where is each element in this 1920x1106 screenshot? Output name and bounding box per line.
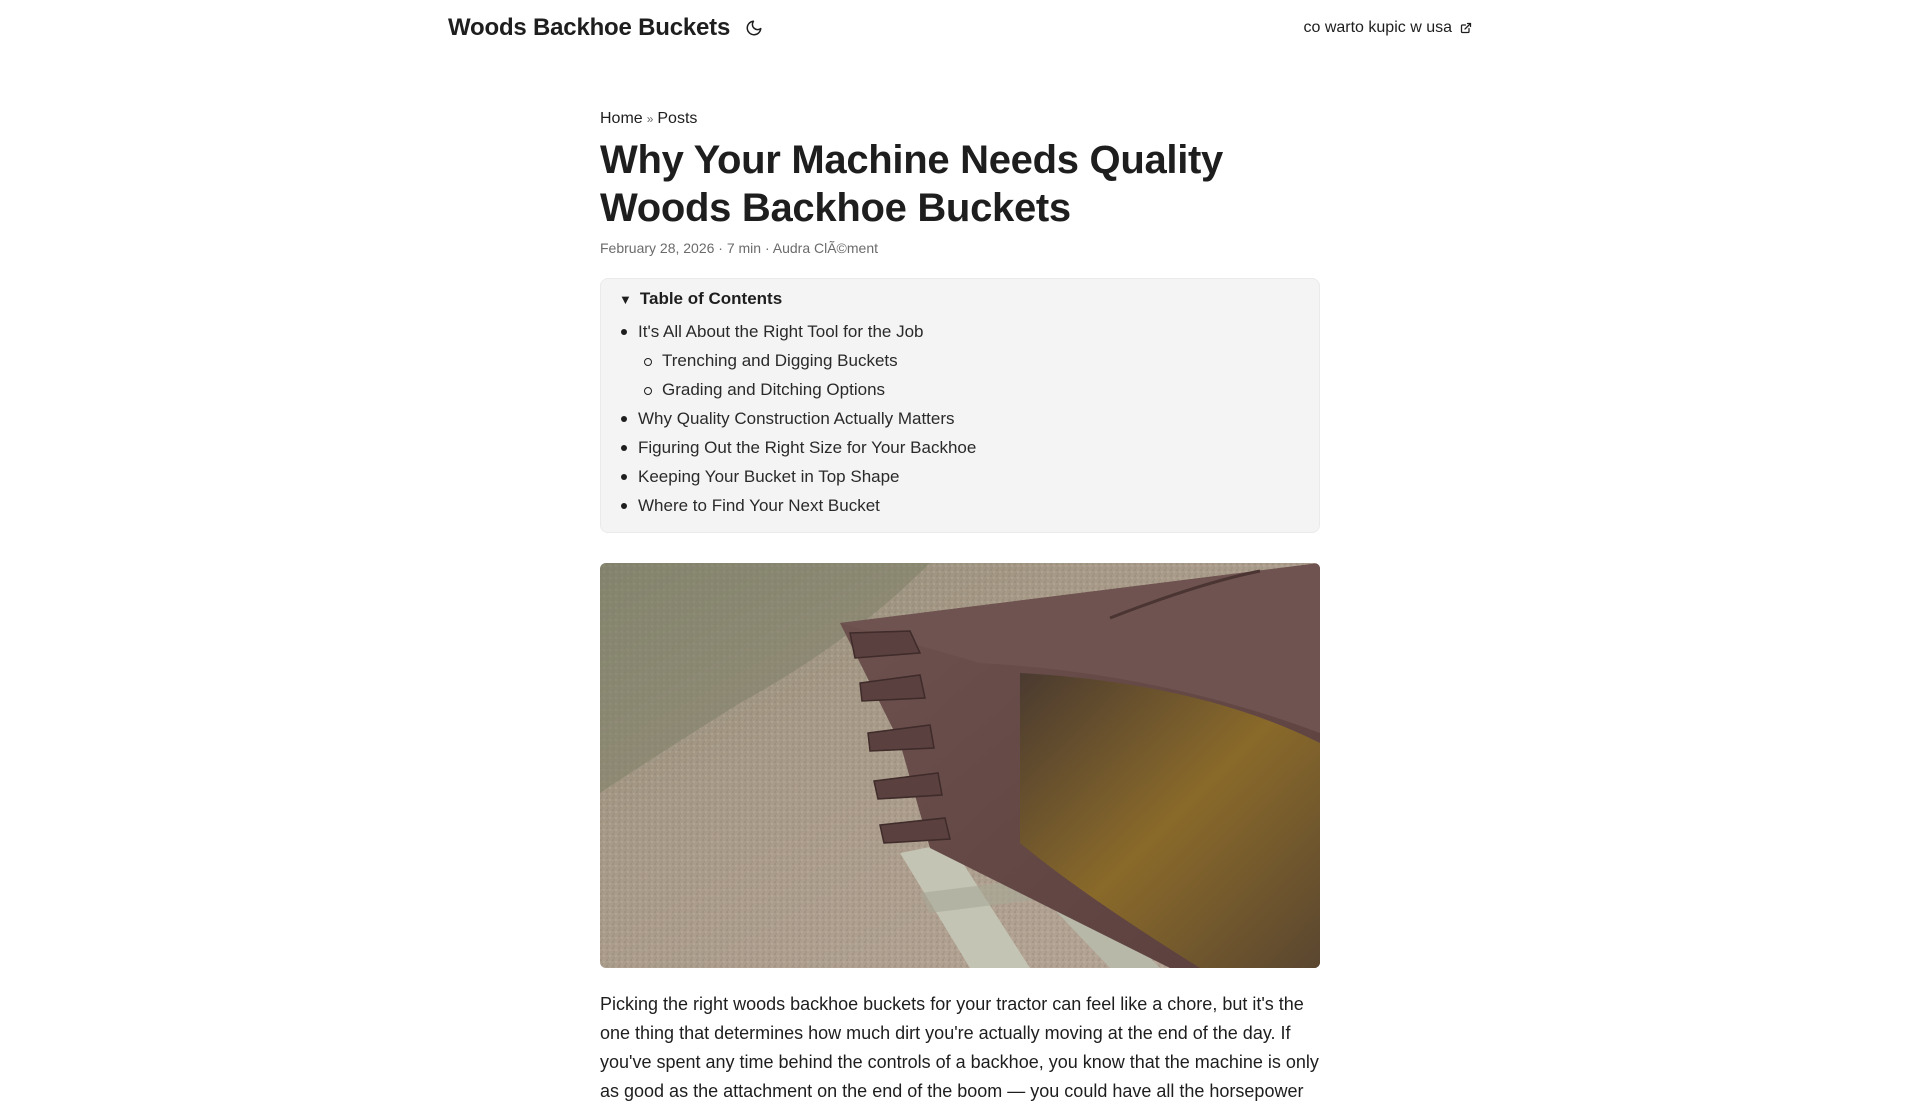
toc-sublist <box>638 346 1301 404</box>
toc-item <box>619 433 1301 462</box>
paragraph: Picking the right woods backhoe buckets for your tractor can feel like a chore, but it's the one thing that determines how much dirt you're actually moving at the end of the day. If you've spent any time behind the controls of a backhoe, you know that the machine is only as good as the attachment on the end of the boom — you could have all the horsepower <box>600 994 1319 1101</box>
backhoe-bucket-photo <box>600 563 1320 968</box>
post-content <box>600 990 1320 1106</box>
toc-title: Table of Contents <box>639 289 783 308</box>
toc-toggle[interactable] <box>619 289 1301 309</box>
post-main <box>600 110 1320 1106</box>
toc-item <box>619 462 1301 491</box>
toc-link-maintenance[interactable]: Keeping Your Bucket in Top Shape <box>638 467 900 486</box>
menu-link-co-warto-kupic[interactable]: co warto kupic w usa <box>1303 19 1452 36</box>
external-link-icon <box>1460 22 1472 34</box>
breadcrumb-separator: » <box>646 112 654 126</box>
moon-icon <box>745 19 763 37</box>
site-title-link[interactable]: Woods Backhoe Buckets <box>448 14 731 41</box>
toc-link-right-tool[interactable]: It's All About the Right Tool for the Job <box>638 322 924 341</box>
cover-image <box>600 563 1320 968</box>
breadcrumb-home[interactable]: Home <box>600 110 643 127</box>
toc-link-size[interactable]: Figuring Out the Right Size for Your Backhoe <box>638 438 977 457</box>
toc-link-where-to-find[interactable]: Where to Find Your Next Bucket <box>638 496 880 515</box>
theme-toggle-button[interactable] <box>744 18 764 38</box>
post-meta: February 28, 2026 · 7 min · Audra ClÃ©ment <box>600 240 878 256</box>
toc-link-quality[interactable]: Why Quality Construction Actually Matters <box>638 409 955 428</box>
triangle-down-icon: ▼ <box>619 291 632 307</box>
toc-subitem <box>638 375 1301 404</box>
toc-link-grading[interactable]: Grading and Ditching Options <box>662 380 886 399</box>
toc-list <box>619 317 1301 520</box>
site-menu <box>1303 19 1472 37</box>
site-header <box>0 0 1920 60</box>
toc-item <box>619 404 1301 433</box>
toc-link-trenching[interactable]: Trenching and Digging Buckets <box>662 351 898 370</box>
breadcrumb <box>600 110 1320 128</box>
logo-switches <box>448 14 764 42</box>
toc-item <box>619 491 1301 520</box>
toc-subitem <box>638 346 1301 375</box>
toc-item <box>619 317 1301 404</box>
breadcrumb-posts[interactable]: Posts <box>657 110 698 127</box>
table-of-contents <box>600 278 1320 533</box>
post-title: Why Your Machine Needs Quality Woods Backhoe Buckets <box>600 138 1223 230</box>
